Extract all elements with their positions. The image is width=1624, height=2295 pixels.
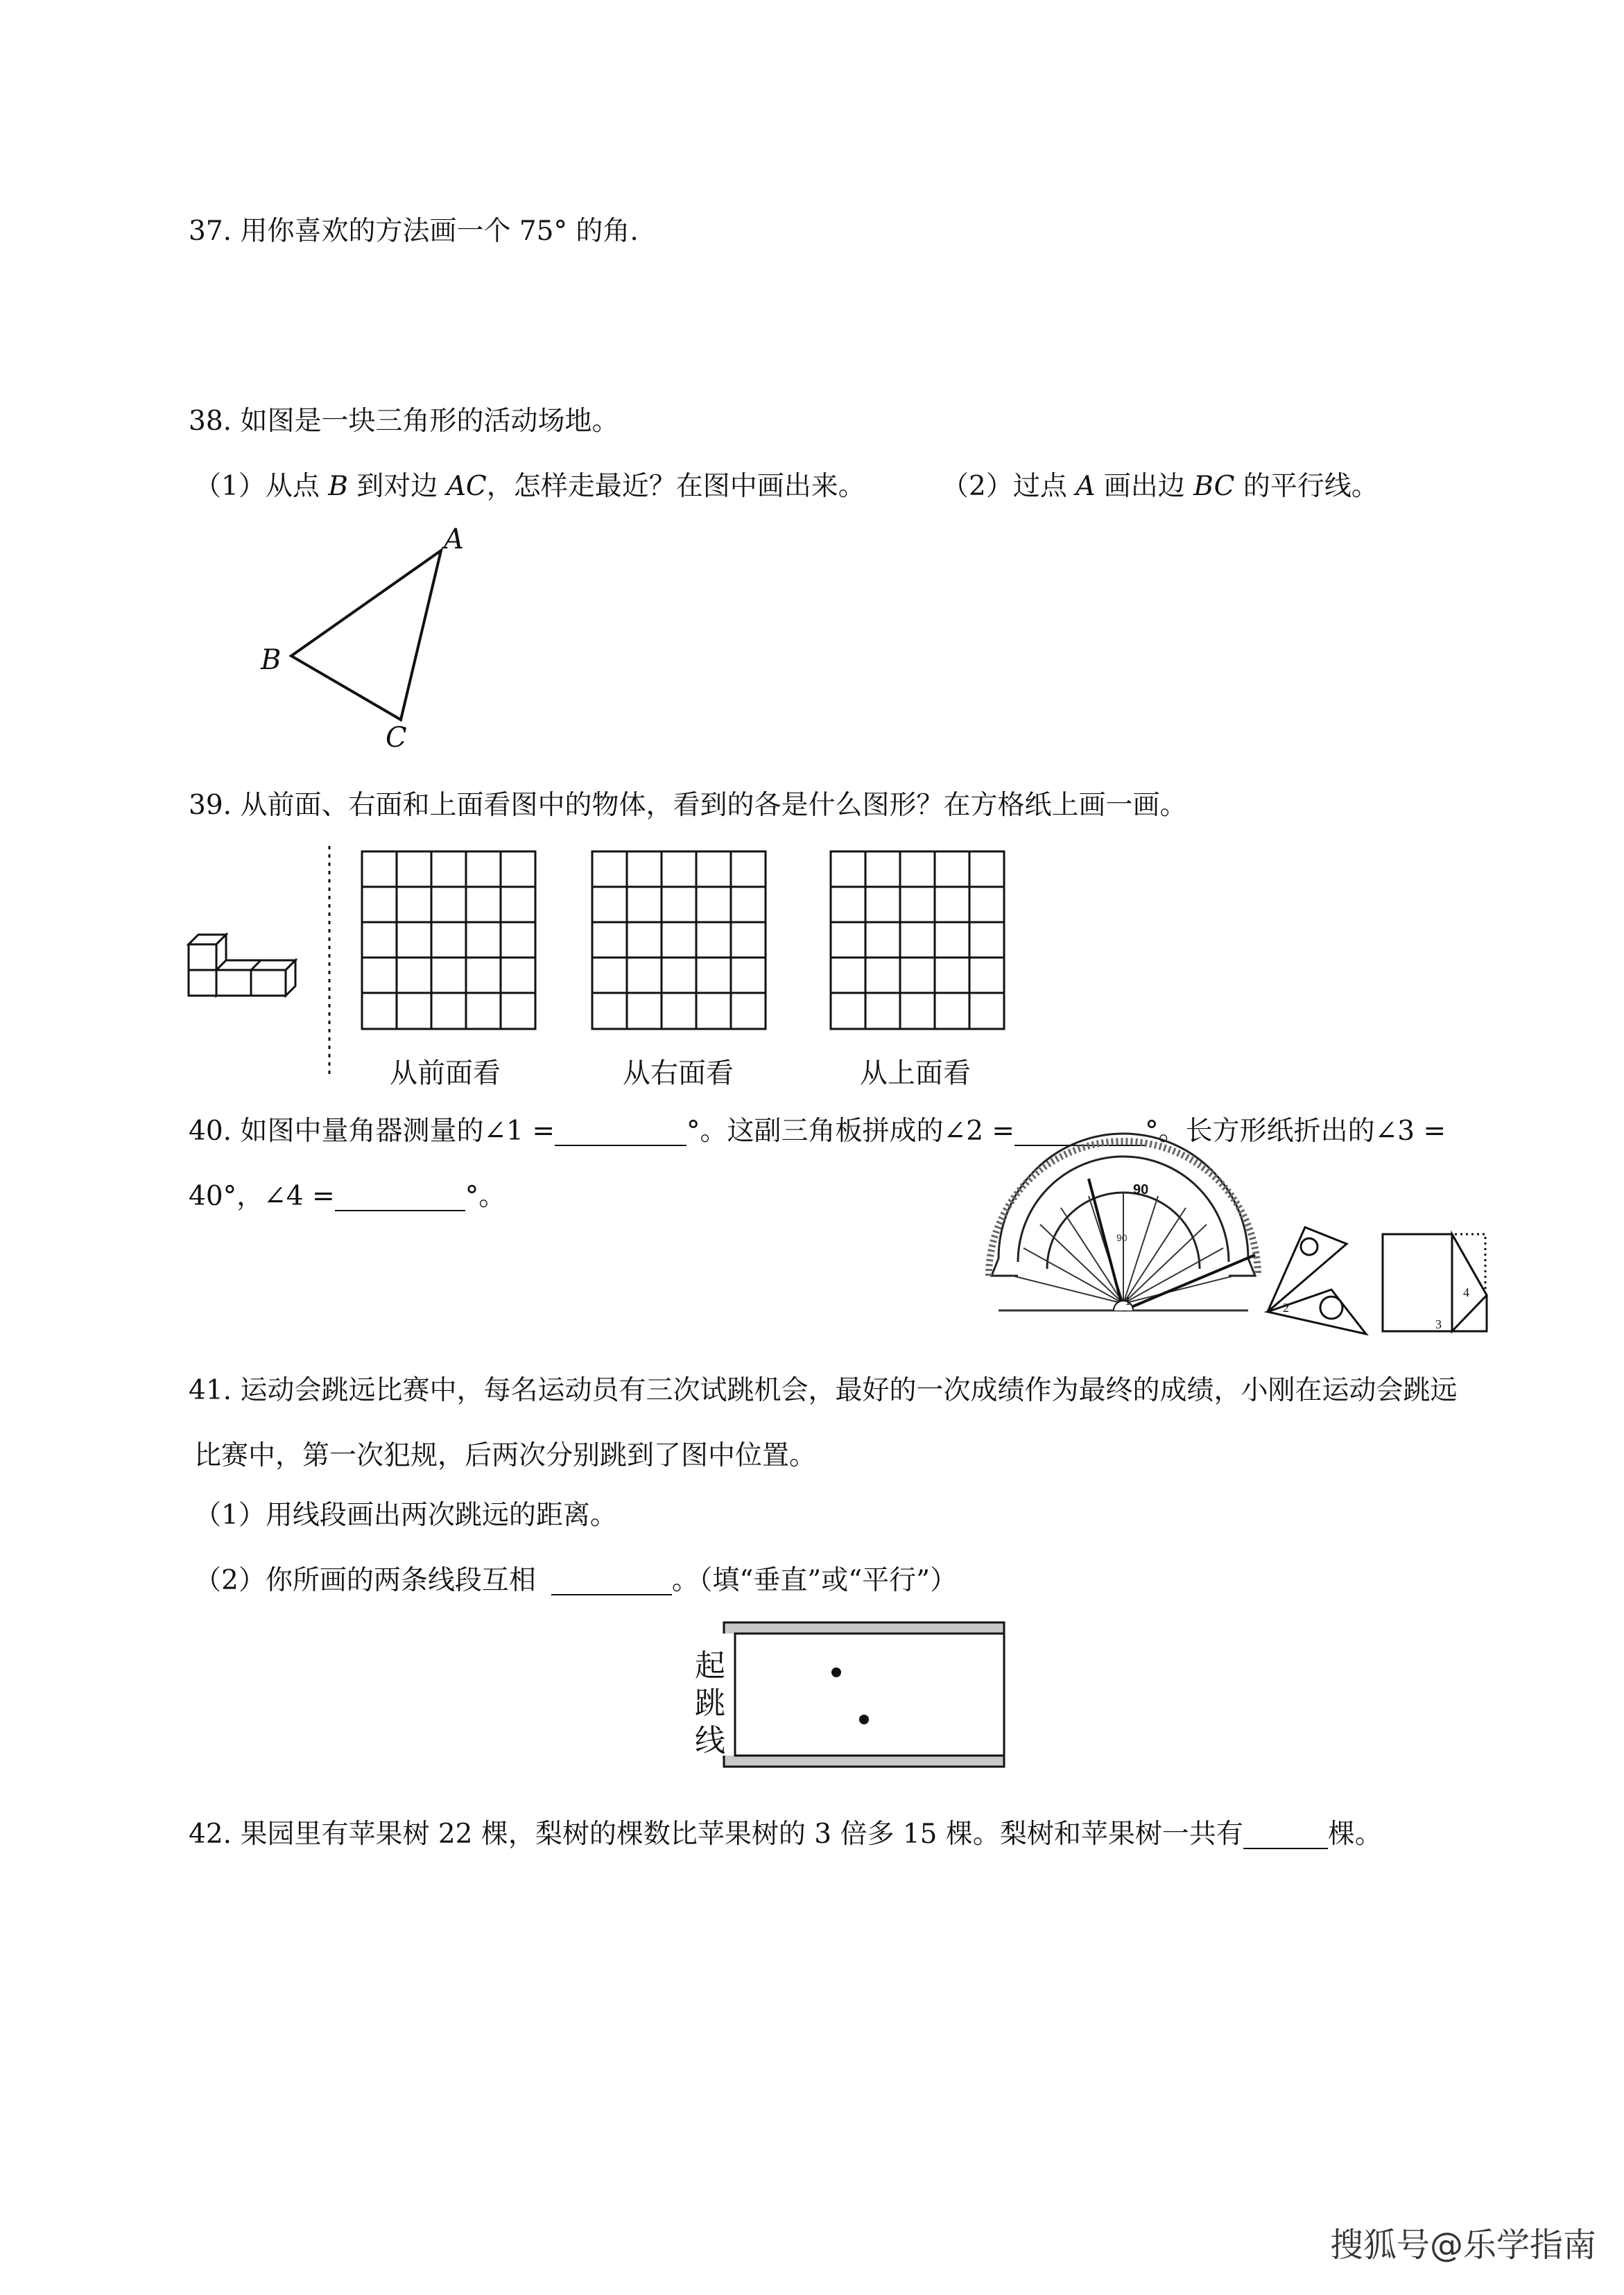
q41-line1: 41. 运动会跳远比赛中，每名运动员有三次试跳机会，最好的一次成绩作为最终的成绩，小刚在运动会跳远 <box>189 1375 1458 1406</box>
protractor-center-label: 90 <box>1116 1232 1128 1243</box>
q37-text: 用你喜欢的方法画一个 75° 的角. <box>240 216 639 247</box>
dotted-divider <box>326 846 333 1075</box>
q39-text: 从前面、右面和上面看图中的物体，看到的各是什么图形？在方格纸上画一画。 <box>240 790 1187 821</box>
protractor-90-label: 90 <box>1133 1182 1149 1197</box>
q40-line2: 40°，∠4 = °。 <box>189 1181 506 1212</box>
answer-blank-angle4[interactable] <box>335 1183 465 1211</box>
q41-number: 41. <box>189 1375 232 1406</box>
long-jump-pit <box>721 1620 1012 1772</box>
caption-right: 从右面看 <box>623 1057 734 1089</box>
triangle-set-figure <box>1262 1220 1380 1338</box>
q40-line1: 40. 如图中量角器测量的∠1 = °。这副三角板拼成的∠2 = °。长方形纸折出的∠3 = <box>189 1116 1446 1147</box>
angle-3-label: 3 <box>1435 1317 1442 1331</box>
q41-part1: （1）用线段画出两次跳远的距离。 <box>194 1500 617 1531</box>
side-ac-label: AC <box>446 471 487 502</box>
grid-top <box>829 850 1007 1032</box>
q38-text: 如图是一块三角形的活动场地。 <box>240 406 619 437</box>
point-b-label: B <box>328 471 348 502</box>
q42-number: 42. <box>189 1819 232 1850</box>
q41-line2: 比赛中，第一次犯规，后两次分别跳到了图中位置。 <box>194 1440 817 1471</box>
point-a-label: A <box>1076 471 1096 502</box>
q42: 42. 果园里有苹果树 22 棵，梨树的棵数比苹果树的 3 倍多 15 棵。梨树和苹果树一共有 棵。 <box>189 1819 1382 1850</box>
triangle-label-a: A <box>444 523 464 555</box>
cube-object <box>180 908 312 1005</box>
protractor-figure <box>985 1165 1262 1317</box>
answer-blank-total-trees[interactable] <box>1243 1821 1328 1849</box>
grid-right <box>591 850 768 1032</box>
caption-front: 从前面看 <box>390 1057 501 1089</box>
jump-mark-2 <box>859 1715 869 1724</box>
triangle <box>291 551 441 720</box>
q38-number: 38. <box>189 406 232 437</box>
answer-blank-relation[interactable] <box>551 1567 672 1595</box>
watermark: 搜狐号@乐学指南 <box>1329 2226 1596 2264</box>
triangle-label-c: C <box>386 722 407 754</box>
q40-number: 40. <box>189 1116 232 1147</box>
q41-part2: （2）你所画的两条线段互相 。（填“垂直”或“平行”） <box>194 1565 958 1596</box>
angle-1-label: 1 <box>1125 1294 1131 1308</box>
q39-number: 39. <box>189 790 232 821</box>
q38-part2: （2）过点 A 画出边 BC 的平行线。 <box>942 471 1379 502</box>
q37-number: 37. <box>189 216 232 247</box>
answer-blank-angle1[interactable] <box>555 1118 686 1146</box>
start-line-label: 起 跳 线 <box>695 1648 725 1758</box>
folded-paper-figure <box>1380 1231 1491 1335</box>
triangle-label-b: B <box>261 644 282 676</box>
q39 <box>189 792 1186 819</box>
angle-2-label: 2 <box>1283 1301 1289 1315</box>
caption-top: 从上面看 <box>860 1057 971 1089</box>
angle-4-label: 4 <box>1463 1285 1469 1299</box>
q38-part1: （1）从点 B 到对边 AC，怎样走最近？在图中画出来。 <box>194 471 865 502</box>
jump-mark-1 <box>831 1668 841 1677</box>
side-bc-label: BC <box>1193 471 1235 502</box>
grid-front <box>361 850 538 1032</box>
